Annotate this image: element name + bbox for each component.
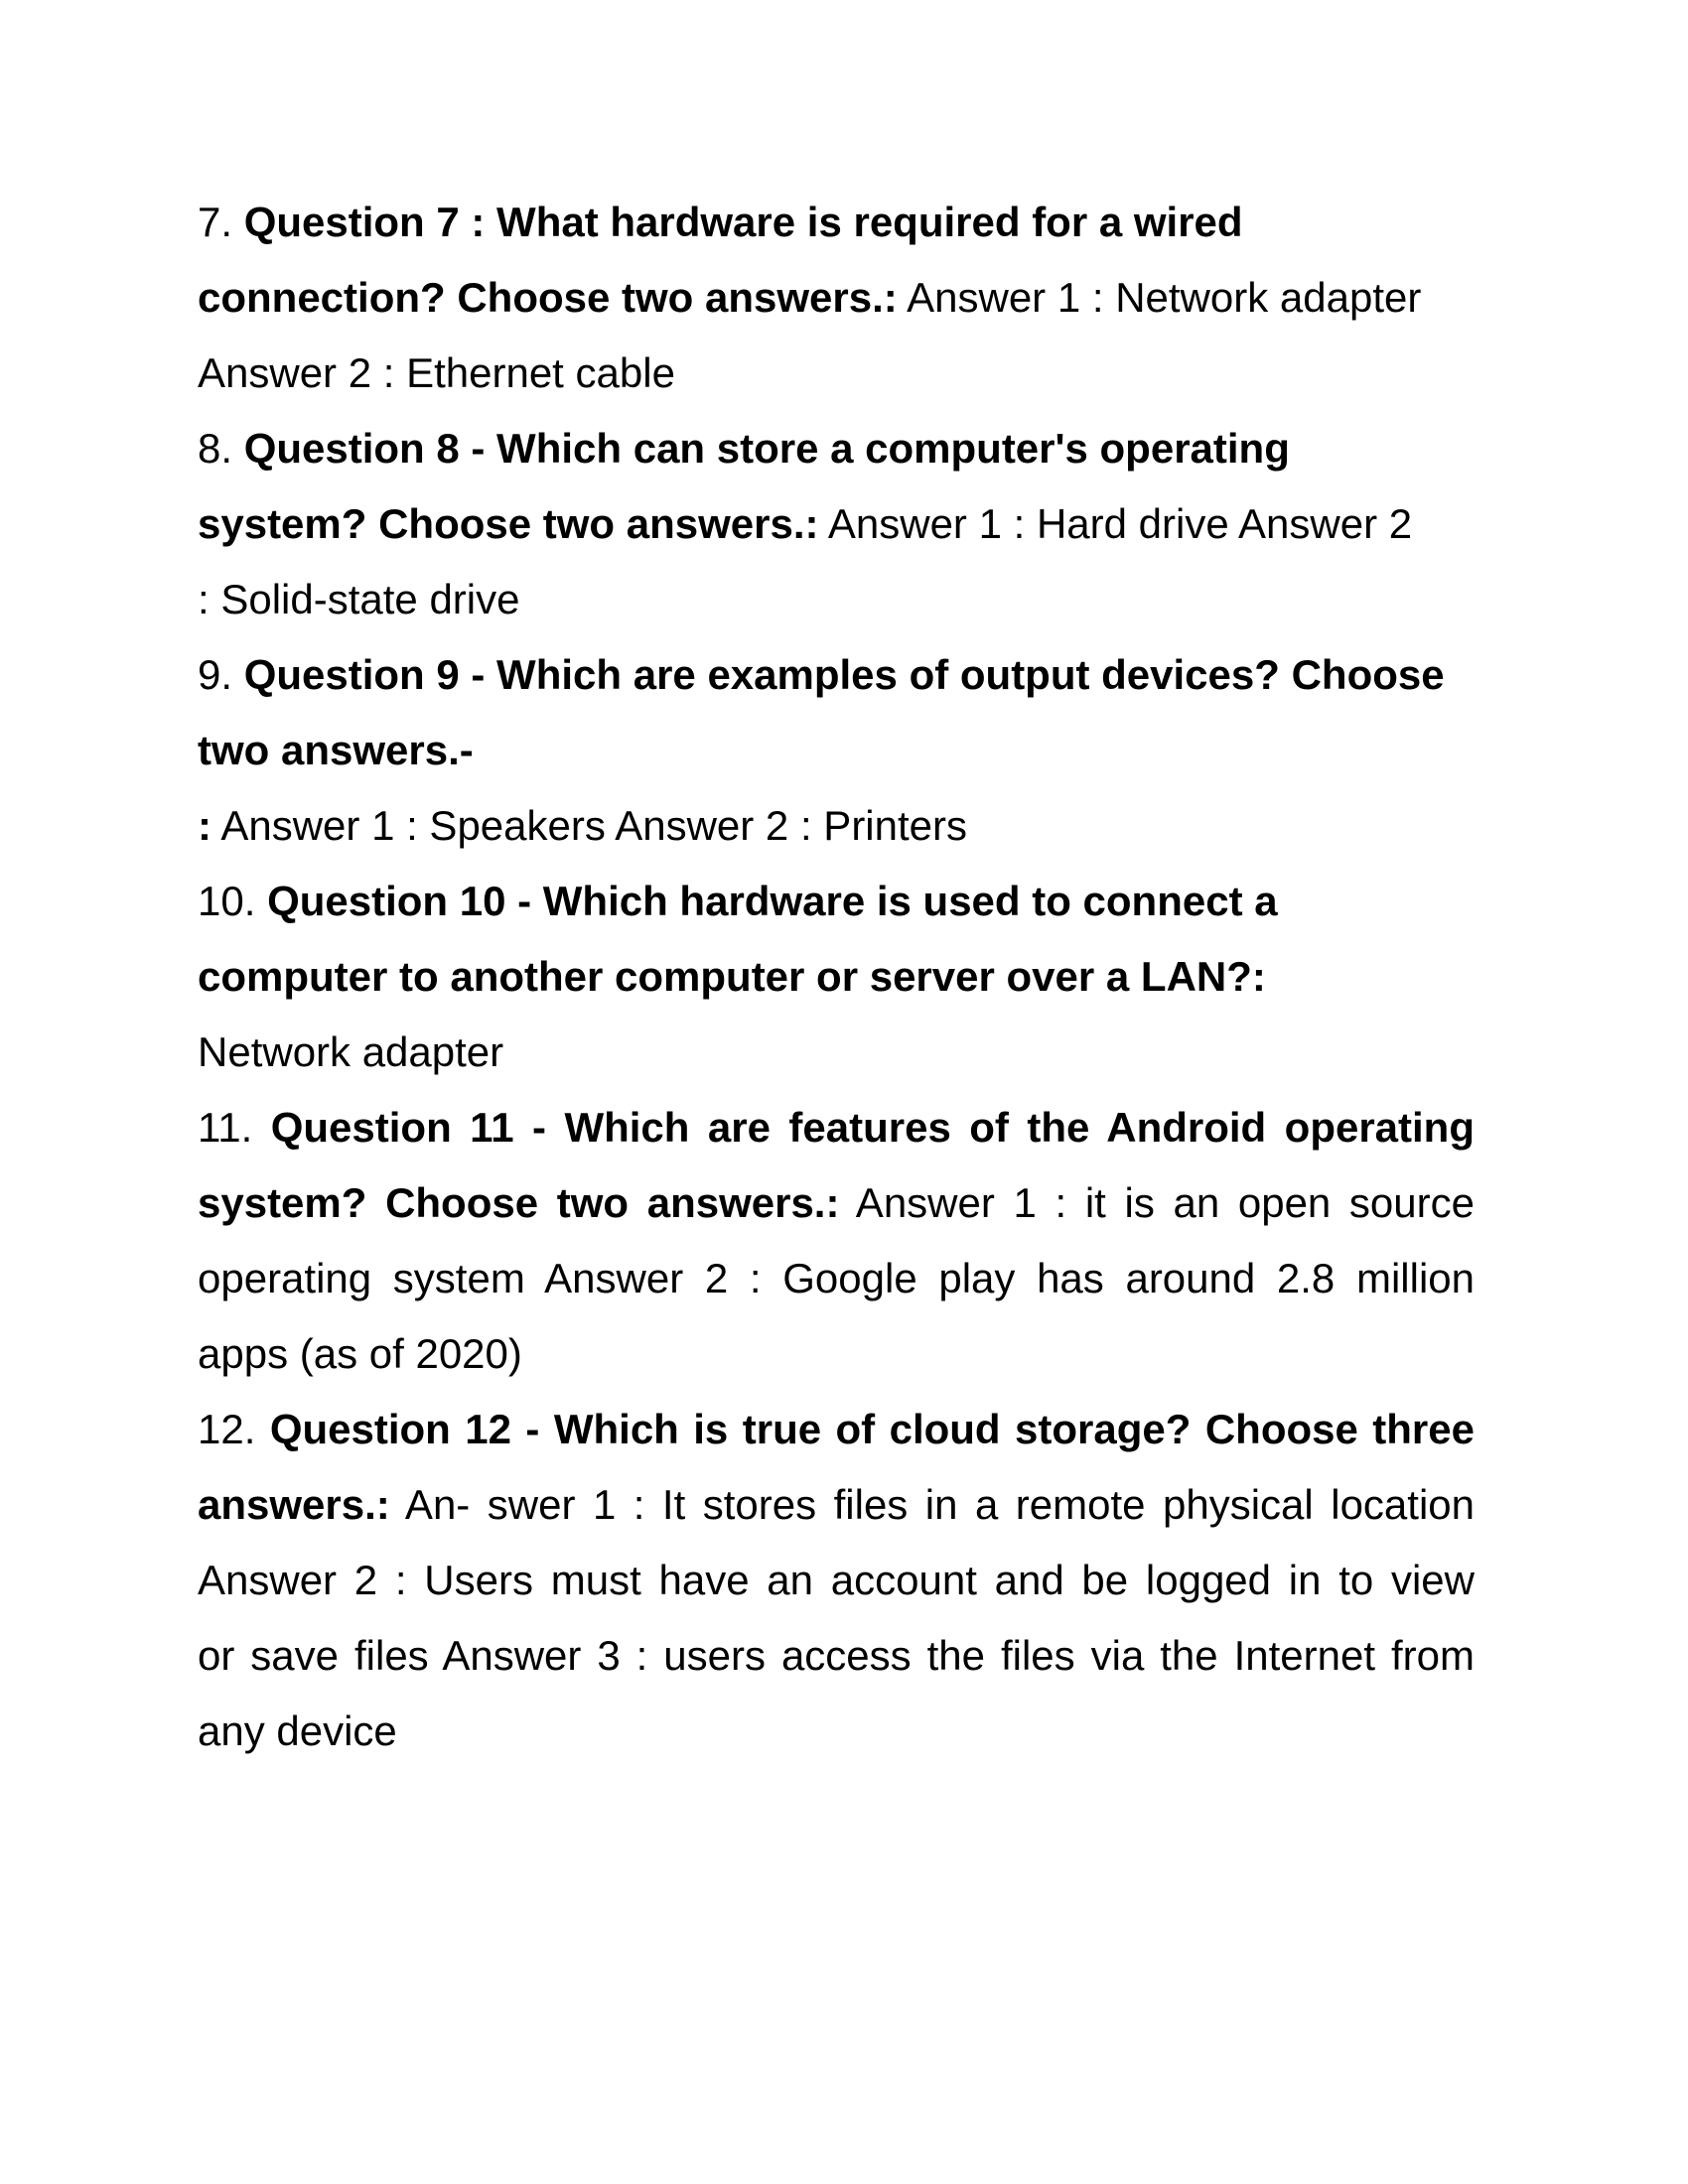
answer-text: 8. (198, 425, 244, 472)
answer-text: any device (198, 1707, 397, 1754)
question-text: connection? Choose two answers.: (198, 274, 898, 321)
answer-text: Answer 2 : Users must have an account and be logged in to view (198, 1557, 1475, 1603)
text-line (198, 798, 1475, 874)
text-line (198, 496, 1475, 572)
text-line (198, 1326, 1475, 1402)
answer-text: Answer 1 : Network adapter (897, 274, 1422, 321)
answer-text: 9. (198, 651, 244, 698)
text-line (198, 1100, 1475, 1175)
text-line (198, 1553, 1475, 1628)
answer-text: or save files Answer 3 : users access the files via the Internet from (198, 1632, 1475, 1679)
text-line (198, 723, 1475, 798)
text-line (198, 874, 1475, 949)
text-line (198, 949, 1475, 1024)
text-line (198, 1477, 1475, 1553)
answer-text: Answer 1 : Hard drive Answer 2 (818, 500, 1413, 547)
text-line (198, 647, 1475, 723)
question-text: system? Choose two answers.: (198, 1179, 840, 1226)
answer-text: Answer 2 : Ethernet cable (198, 349, 675, 396)
answer-text: 11. (198, 1104, 271, 1151)
question-text: Question 11 - Which are features of the Android operating (270, 1104, 1475, 1151)
question-text: Question 7 : What hardware is required for a wired (243, 199, 1243, 245)
text-line (198, 572, 1475, 647)
question-item (198, 647, 1475, 874)
answer-text: : Solid-state drive (198, 576, 520, 622)
text-line (198, 345, 1475, 421)
text-line (198, 1628, 1475, 1704)
text-line (198, 270, 1475, 345)
document-body (198, 195, 1475, 1779)
question-text: Question 12 - Which is true of cloud storage? Choose three (269, 1406, 1475, 1452)
question-item (198, 874, 1475, 1100)
answer-text: operating system Answer 2 : Google play has around 2.8 million (198, 1255, 1475, 1301)
question-text: : (198, 802, 211, 849)
answer-text: Network adapter (198, 1028, 504, 1075)
question-text: Question 9 - Which are examples of output devices? Choose (243, 651, 1445, 698)
text-line (198, 1175, 1475, 1251)
text-line (198, 1704, 1475, 1779)
question-text: Question 8 - Which can store a computer's operating (243, 425, 1290, 472)
text-line (198, 1251, 1475, 1326)
answer-text: 12. (198, 1406, 270, 1452)
text-line (198, 195, 1475, 270)
answer-text: apps (as of 2020) (198, 1330, 522, 1377)
question-text: computer to another computer or server over a LAN?: (198, 953, 1266, 1000)
answer-text: 7. (198, 199, 244, 245)
answer-text: Answer 1 : Speakers Answer 2 : Printers (211, 802, 968, 849)
question-item (198, 421, 1475, 647)
question-item (198, 1100, 1475, 1402)
answer-text: An- swer 1 : It stores files in a remote physical location (389, 1481, 1475, 1528)
question-text: Question 10 - Which hardware is used to connect a (267, 878, 1278, 924)
text-line (198, 421, 1475, 496)
question-text: answers.: (198, 1481, 390, 1528)
text-line (198, 1024, 1475, 1100)
question-text: two answers.- (198, 727, 474, 773)
question-item (198, 195, 1475, 421)
question-text: system? Choose two answers.: (198, 500, 819, 547)
question-item (198, 1402, 1475, 1779)
answer-text: 10. (198, 878, 268, 924)
text-line (198, 1402, 1475, 1477)
answer-text: Answer 1 : it is an open source (839, 1179, 1475, 1226)
